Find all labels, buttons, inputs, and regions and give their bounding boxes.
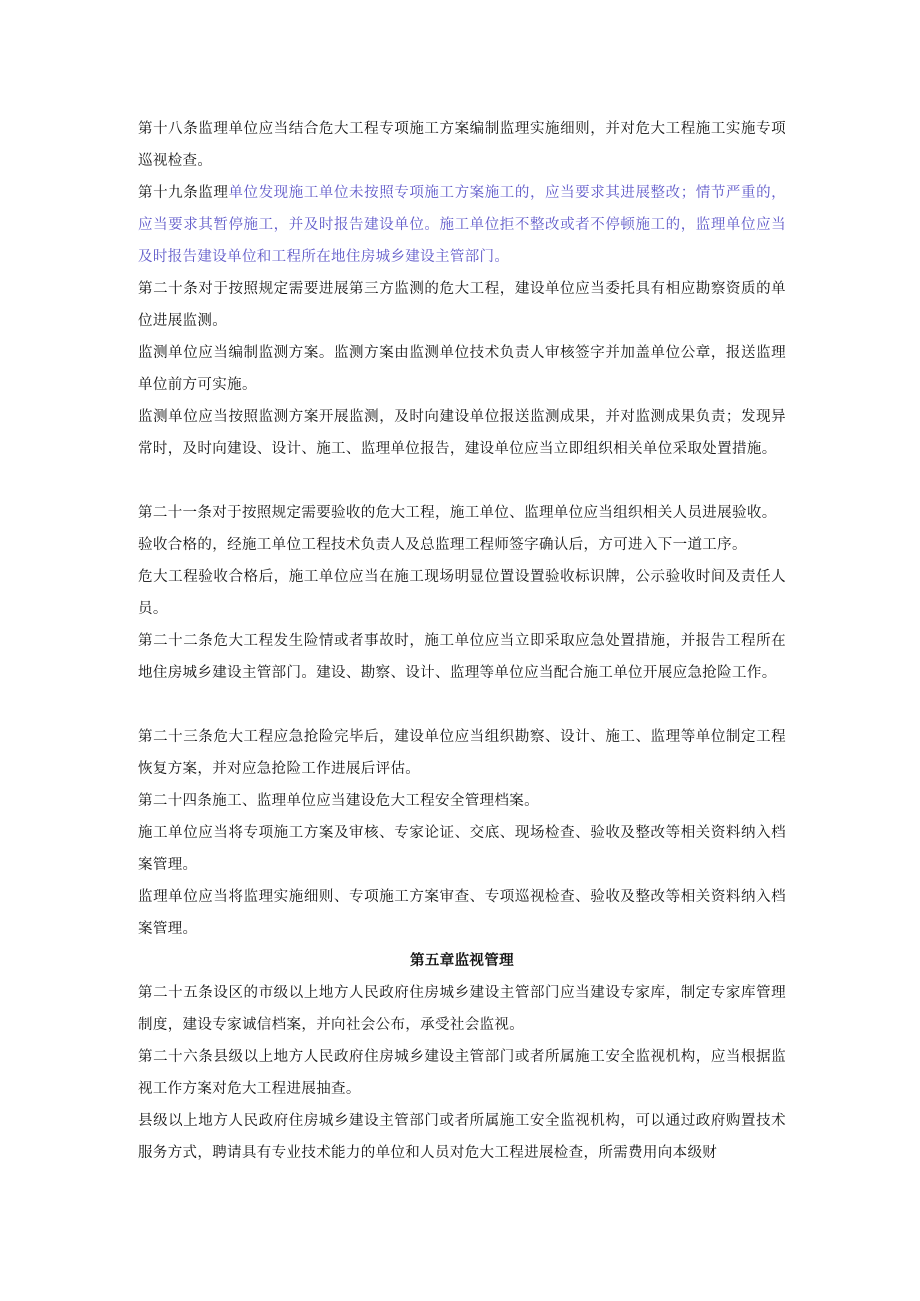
paragraph-supervision-archive: 监理单位应当将监理实施细则、专项施工方案审查、专项巡视检查、验收及整改等相关资料纳入档案管理。 (138, 889, 786, 937)
article-19-highlighted-text: 单位发现施工单位未按照专项施工方案施工的，应当要求其进展整改；情节严重的，应当要求其暂停施工，并及时报告建设单位。施工单位拒不整改或者不停顿施工的，监理单位应当及时报告建设单位和工程所在地住房城乡建设主管部门。 (138, 185, 786, 265)
paragraph-acceptance-sign: 危大工程验收合格后，施工单位应当在施工现场明显位置设置验收标识牌，公示验收时间及责任人员。 (138, 569, 786, 617)
paragraph-construction-archive: 施工单位应当将专项施工方案及审核、专家论证、交底、现场检查、验收及整改等相关资料纳入档案管理。 (138, 825, 786, 873)
paragraph-article-20: 第二十条对于按照规定需要进展第三方监测的危大工程，建设单位应当委托具有相应勘察资质的单位进展监测。 (138, 281, 786, 329)
paragraph-article-18: 第十八条监理单位应当结合危大工程专项施工方案编制监理实施细则，并对危大工程施工实施专项巡视检查。 (138, 121, 786, 169)
paragraph-article-19 (138, 177, 786, 273)
paragraph-acceptance-qualified: 验收合格的，经施工单位工程技术负责人及总监理工程师签字确认后，方可进入下一道工序。 (138, 537, 747, 553)
chapter-heading: 第五章监视管理 (410, 952, 514, 969)
paragraph-purchase-services: 县级以上地方人民政府住房城乡建设主管部门或者所属施工安全监视机构，可以通过政府购置技术服务方式，聘请具有专业技术能力的单位和人员对危大工程进展检查，所需费用向本级财 (138, 1113, 786, 1161)
paragraph-article-24: 第二十四条施工、监理单位应当建设危大工程安全管理档案。 (138, 793, 539, 809)
paragraph-monitoring-plan: 监测单位应当编制监测方案。监测方案由监测单位技术负责人审核签字并加盖单位公章，报送监理单位前方可实施。 (138, 345, 786, 393)
paragraph-article-26: 第二十六条县级以上地方人民政府住房城乡建设主管部门或者所属施工安全监视机构，应当根据监视工作方案对危大工程进展抽查。 (138, 1049, 786, 1097)
article-19-lead: 第十九条监理 (138, 185, 229, 201)
paragraph-article-22: 第二十二条危大工程发生险情或者事故时，施工单位应当立即采取应急处置措施，并报告工程所在地住房城乡建设主管部门。建设、勘察、设计、监理等单位应当配合施工单位开展应急抢险工作。 (138, 633, 786, 681)
document-page (138, 113, 786, 1169)
paragraph-article-23: 第二十三条危大工程应急抢险完毕后，建设单位应当组织勘察、设计、施工、监理等单位制定工程恢复方案，并对应急抢险工作进展后评估。 (138, 729, 786, 777)
paragraph-article-25: 第二十五条设区的市级以上地方人民政府住房城乡建设主管部门应当建设专家库，制定专家库管理制度，建设专家诚信档案，并向社会公布，承受社会监视。 (138, 985, 786, 1033)
paragraph-monitoring-execution: 监测单位应当按照监测方案开展监测，及时向建设单位报送监测成果，并对监测成果负责；发现异常时，及时向建设、设计、施工、监理单位报告，建设单位应当立即组织相关单位采取处置措施。 (138, 409, 786, 457)
paragraph-article-21: 第二十一条对于按照规定需要验收的危大工程，施工单位、监理单位应当组织相关人员进展验收。 (138, 505, 777, 521)
